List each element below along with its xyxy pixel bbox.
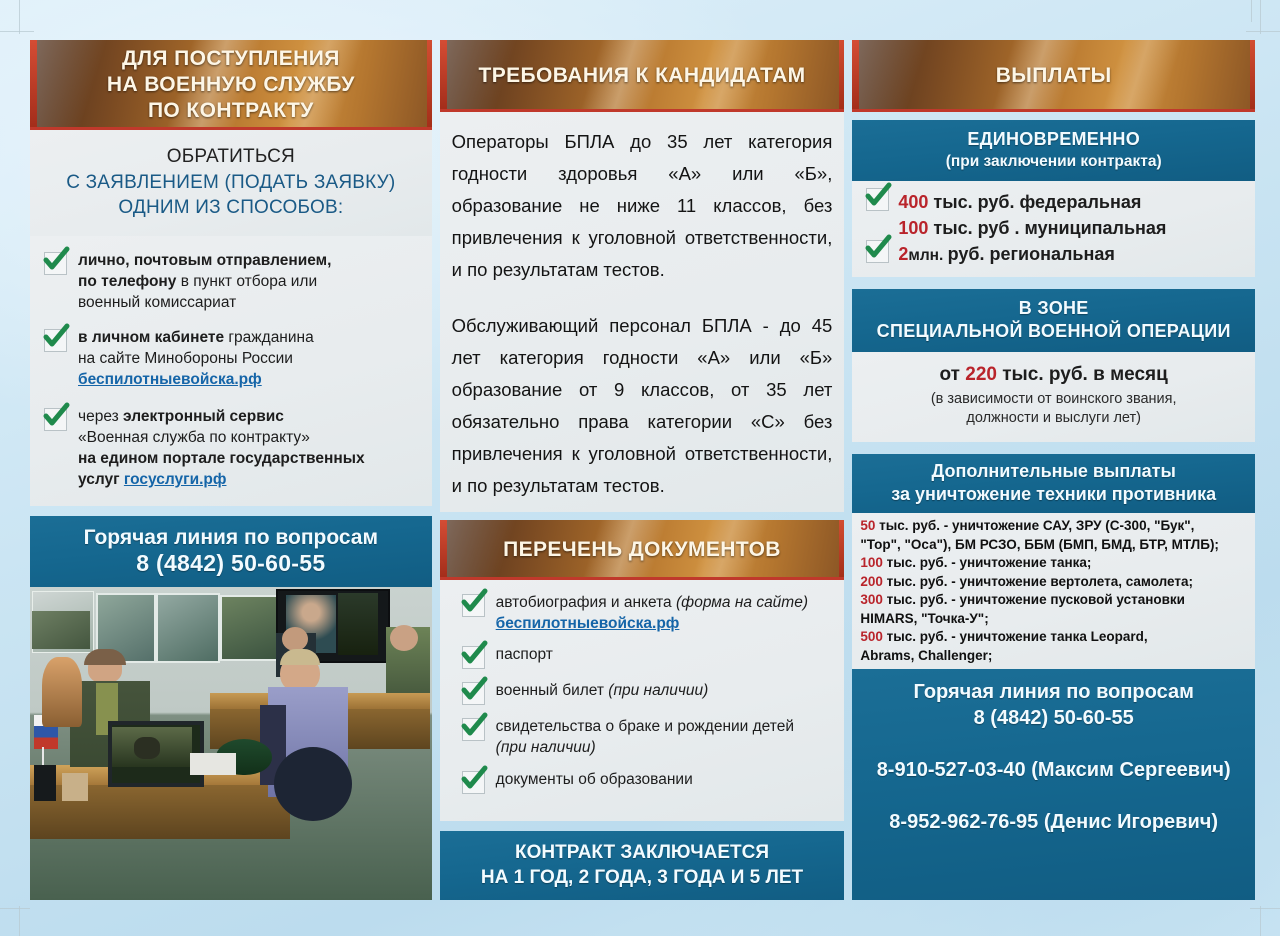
hotline-banner-column1	[30, 516, 432, 587]
checkmark-icon	[44, 408, 67, 431]
method-2-line-2: на сайте Минобороны России	[78, 350, 293, 367]
checkmark-icon	[866, 188, 889, 211]
header-line-3: ПО КОНТРАКТУ	[147, 99, 314, 122]
checkmark-icon	[462, 646, 485, 669]
kind-federal: федеральная	[1019, 191, 1142, 212]
extra-payments-banner	[852, 454, 1255, 513]
column-payments	[852, 40, 1255, 900]
requirements-paragraph-2: Обслуживающий персонал БПЛА - до 45 лет категория годности «А» или «Б» образование от 9 классов, от 35 лет обязательно права категории «С» без привлечения к уголовной ответственности, и по результатам тестов.	[451, 315, 833, 496]
header-line-2: НА ВОЕННУЮ СЛУЖБУ	[106, 73, 355, 96]
header-payments	[852, 40, 1255, 112]
doc-1-text: автобиография и анкета	[495, 594, 676, 611]
header-documents	[440, 520, 845, 580]
amount-federal: 400	[898, 191, 929, 212]
list-item	[860, 517, 1247, 536]
list-item	[44, 327, 420, 390]
contacts-block	[852, 669, 1255, 900]
checkmark-icon	[44, 329, 67, 352]
list-item	[860, 628, 1247, 647]
method-1-rest: в пункт отбора или	[176, 273, 318, 290]
method-3-bold-3: услуг	[78, 471, 124, 488]
checkmark-icon	[462, 682, 485, 705]
lump-sum-title: ЕДИНОВРЕМЕННО	[967, 129, 1141, 149]
link-bpla-site[interactable]: беспилотныевойска.рф	[78, 371, 262, 388]
list-item	[860, 647, 1247, 666]
svo-title-line-1: В ЗОНЕ	[1018, 298, 1089, 318]
intro-line-3: ОДНИМ ИЗ СПОСОБОВ:	[118, 197, 344, 218]
list-item	[44, 406, 420, 490]
svo-amount-prefix: от	[939, 364, 966, 385]
doc-3-italic: (при наличии)	[608, 682, 709, 699]
doc-1-italic: (форма на сайте)	[675, 594, 808, 611]
extra-amount: 100	[860, 555, 883, 570]
intro-block	[30, 130, 432, 236]
extra-payments-list	[852, 513, 1255, 669]
contacts-phone-1[interactable]: 8-910-527-03-40 (Максим Сергеевич)	[876, 759, 1231, 781]
extra-text: тыс. руб. - уничтожение САУ, ЗРУ (С-300, "Бук",	[875, 518, 1195, 533]
crop-mark-bottom-right-h	[1250, 908, 1280, 909]
method-2-rest: гражданина	[224, 329, 314, 346]
header-requirements-text: ТРЕБОВАНИЯ К КАНДИДАТАМ	[478, 64, 806, 87]
crop-mark-top-right-v2	[1251, 0, 1252, 22]
crop-mark-top-left-h	[0, 31, 34, 32]
svo-note-line-1: (в зависимости от воинского звания,	[930, 391, 1177, 407]
header-how-to-apply	[30, 40, 432, 130]
list-item-text	[496, 716, 794, 758]
link-gosuslugi[interactable]: госуслуги.рф	[123, 471, 227, 488]
crop-mark-bottom-left-v	[19, 906, 20, 936]
list-item-text: документы об образовании	[495, 771, 693, 788]
unit-federal: тыс. руб.	[928, 191, 1020, 212]
method-1-bold-2: по телефону	[78, 273, 177, 290]
header-payments-text: ВЫПЛАТЫ	[995, 64, 1112, 87]
extra-text: HIMARS, "Точка-У";	[860, 610, 989, 626]
extra-amount: 500	[860, 629, 883, 644]
extra-amount: 300	[860, 592, 883, 607]
crop-mark-top-left-v	[19, 0, 20, 34]
unit-municipal: тыс. руб .	[928, 217, 1025, 238]
method-2-bold-1: в личном кабинете	[78, 329, 225, 346]
extra-text: "Тор", "Оса"), БМ РСЗО, ББМ (БМП, БМД, БТР, МТЛБ);	[860, 536, 1219, 552]
svo-amount-value: 220	[965, 364, 997, 385]
application-methods-list	[30, 236, 432, 506]
extra-text: тыс. руб. - уничтожение пусковой установки	[882, 592, 1185, 607]
crop-mark-top-right-v	[1260, 0, 1261, 34]
svo-zone-banner	[852, 289, 1255, 352]
list-item	[860, 573, 1247, 592]
requirements-paragraph-1: Операторы БПЛА до 35 лет категория годности здоровья «А» или «Б», образование не ниже 11 классов, без привлечения к уголовной ответственности, и по результатам тестов.	[451, 131, 833, 280]
list-item	[866, 189, 1245, 215]
method-3-line-2: «Военная служба по контракту»	[78, 429, 310, 446]
crop-mark-bottom-left-h	[0, 908, 30, 909]
list-item	[866, 215, 1245, 241]
svo-title-line-2: СПЕЦИАЛЬНОЙ ВОЕННОЙ ОПЕРАЦИИ	[876, 321, 1231, 341]
amount-municipal: 100	[898, 217, 929, 238]
list-item	[860, 610, 1247, 629]
crop-mark-bottom-right-v	[1260, 906, 1261, 936]
extra-payments-title-line-2: за уничтожение техники противника	[891, 484, 1217, 504]
link-bpla-site-docs[interactable]: беспилотныевойска.рф	[495, 615, 680, 632]
list-item-text	[496, 680, 709, 701]
intro-line-2: С ЗАЯВЛЕНИЕМ (ПОДАТЬ ЗАЯВКУ)	[66, 172, 396, 193]
doc-4-italic: (при наличии)	[495, 739, 596, 756]
extra-text: тыс. руб. - уничтожение танка Leopard,	[882, 629, 1148, 644]
method-3-bold-1: электронный сервис	[123, 408, 284, 425]
amount-regional: 2	[898, 243, 909, 264]
extra-text: Abrams, Challenger;	[860, 647, 993, 663]
lump-sum-amounts	[852, 181, 1255, 277]
crop-mark-top-right-h	[1246, 31, 1280, 32]
list-item-text	[496, 592, 808, 634]
hotline-phone[interactable]: 8 (4842) 50-60-55	[136, 550, 326, 576]
checkmark-icon	[462, 771, 485, 794]
intro-line-1: ОБРАТИТЬСЯ	[166, 146, 295, 167]
poster-columns	[30, 40, 1255, 900]
svo-amount	[862, 364, 1245, 386]
requirements-text	[440, 112, 845, 512]
lump-sum-subtitle: (при заключении контракта)	[945, 153, 1162, 170]
extra-amount: 200	[860, 573, 883, 589]
checkmark-icon	[866, 240, 889, 263]
header-line-1: ДЛЯ ПОСТУПЛЕНИЯ	[121, 47, 340, 70]
svo-amount-block	[852, 352, 1255, 442]
method-1-line-3: военный комиссариат	[78, 294, 237, 311]
hotline-label: Горячая линия по вопросам	[83, 526, 379, 549]
extra-text: тыс. руб. - уничтожение танка;	[882, 555, 1092, 570]
doc-3-text: военный билет	[495, 682, 609, 699]
list-item	[462, 680, 833, 705]
kind-regional: руб. региональная	[947, 243, 1115, 264]
checkmark-icon	[462, 594, 485, 617]
list-item	[860, 536, 1247, 555]
svo-note-line-2: должности и выслуги лет)	[966, 410, 1141, 426]
list-item	[462, 592, 833, 634]
extra-amount: 50	[860, 518, 876, 533]
checkmark-icon	[462, 718, 485, 741]
list-item	[860, 591, 1247, 610]
contract-duration-banner	[440, 831, 845, 900]
contract-line-2: НА 1 ГОД, 2 ГОДА, 3 ГОДА И 5 ЛЕТ	[480, 867, 804, 888]
contacts-hotline-phone[interactable]: 8 (4842) 50-60-55	[973, 707, 1134, 729]
lump-sum-banner	[852, 120, 1255, 181]
list-item-text: паспорт	[495, 646, 553, 663]
recruitment-office-photo	[30, 587, 432, 900]
list-item	[462, 716, 833, 758]
column-requirements	[440, 40, 845, 900]
extra-payments-title-line-1: Дополнительные выплаты	[931, 461, 1176, 481]
list-item-text	[898, 192, 1141, 213]
list-item-text	[898, 218, 1166, 239]
contacts-hotline-label: Горячая линия по вопросам	[913, 681, 1194, 703]
extra-text: тыс. руб. - уничтожение вертолета, самолета;	[882, 573, 1193, 589]
checkmark-icon	[44, 252, 67, 275]
contract-line-1: КОНТРАКТ ЗАКЛЮЧАЕТСЯ	[515, 842, 770, 863]
list-item	[866, 241, 1245, 267]
unit-regional: млн.	[908, 246, 948, 264]
list-item	[860, 554, 1247, 573]
method-3-plain-1: через	[78, 408, 124, 425]
list-item	[44, 250, 420, 313]
header-requirements	[440, 40, 845, 112]
list-item-text	[78, 406, 365, 490]
method-3-bold-2: на едином портале государственных	[78, 450, 365, 467]
svo-amount-suffix: тыс. руб. в месяц	[996, 364, 1168, 385]
list-item	[462, 644, 833, 669]
header-documents-text: ПЕРЕЧЕНЬ ДОКУМЕНТОВ	[503, 538, 781, 561]
column-application	[30, 40, 432, 900]
documents-list	[440, 580, 845, 821]
method-1-bold-1: лично, почтовым отправлением,	[78, 252, 332, 269]
doc-4-text: свидетельства о браке и рождении детей	[495, 718, 794, 735]
contacts-phone-2[interactable]: 8-952-962-76-95 (Денис Игоревич)	[889, 811, 1219, 833]
list-item	[462, 769, 833, 794]
list-item-text	[898, 244, 1115, 265]
list-item-text	[78, 327, 314, 390]
kind-municipal: муниципальная	[1024, 217, 1167, 238]
list-item-text	[78, 250, 331, 313]
